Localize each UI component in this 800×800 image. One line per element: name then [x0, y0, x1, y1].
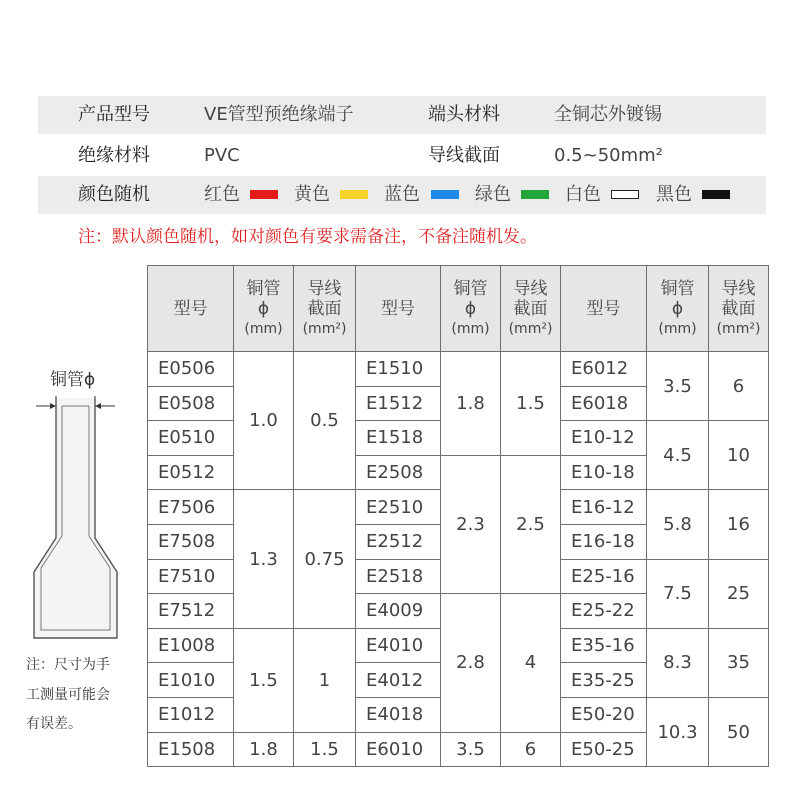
cell-wire-section: 1.5: [294, 732, 356, 767]
color-black-label: 黑色: [656, 184, 692, 205]
cell-model: E10-18: [561, 455, 647, 490]
cell-tube-diameter: 10.3: [647, 697, 709, 766]
cell-model: E7506: [148, 490, 234, 525]
spec-row-colors: [38, 176, 766, 214]
color-white-swatch: [611, 190, 639, 199]
side-note-line-2: 工测量可能会: [26, 687, 110, 703]
cell-tube-diameter: 1.8: [441, 352, 501, 456]
cell-tube-diameter: 3.5: [441, 732, 501, 767]
cell-tube-diameter: 7.5: [647, 559, 709, 628]
header-model: 型号: [356, 266, 441, 352]
spec-row-product: [38, 96, 766, 134]
label-product-model: 产品型号: [78, 104, 150, 125]
spec-row-insulation: [38, 137, 766, 175]
header-tube-diameter: 铜管 ϕ (mm): [647, 266, 709, 352]
color-white-label: 白色: [565, 184, 601, 205]
cell-model: E0506: [148, 352, 234, 387]
header-wire-section: 导线 截面 (mm²): [709, 266, 769, 352]
cell-model: E2512: [356, 524, 441, 559]
cell-wire-section: 1: [294, 628, 356, 732]
color-green-label: 绿色: [475, 184, 511, 205]
color-yellow-label: 黄色: [294, 184, 330, 205]
cell-tube-diameter: 1.5: [234, 628, 294, 732]
header-wire-section: 导线 截面 (mm²): [294, 266, 356, 352]
table-header-row: [148, 266, 769, 352]
cell-tube-diameter: 5.8: [647, 490, 709, 559]
cell-tube-diameter: 1.3: [234, 490, 294, 628]
cell-wire-section: 50: [709, 697, 769, 766]
cell-model: E4010: [356, 628, 441, 663]
cell-model: E1010: [148, 663, 234, 698]
header-wire-section: 导线 截面 (mm²): [501, 266, 561, 352]
cell-tube-diameter: 1.0: [234, 352, 294, 490]
color-note: 注：默认颜色随机，如对颜色有要求需备注，不备注随机发。: [78, 227, 537, 247]
header-model: 型号: [561, 266, 647, 352]
cell-tube-diameter: 3.5: [647, 352, 709, 421]
cell-model: E4012: [356, 663, 441, 698]
cell-model: E1518: [356, 421, 441, 456]
cell-model: E7512: [148, 594, 234, 629]
label-terminal-material: 端头材料: [428, 104, 500, 125]
cell-model: E4009: [356, 594, 441, 629]
cell-tube-diameter: 1.8: [234, 732, 294, 767]
cell-model: E2510: [356, 490, 441, 525]
cell-model: E6018: [561, 386, 647, 421]
label-colors: 颜色随机: [78, 184, 150, 205]
ferrule-drawing-icon: [22, 360, 142, 660]
cell-model: E16-12: [561, 490, 647, 525]
cell-model: E6012: [561, 352, 647, 387]
cell-model: E2508: [356, 455, 441, 490]
cell-tube-diameter: 8.3: [647, 628, 709, 697]
cell-model: E6010: [356, 732, 441, 767]
spec-table: [147, 265, 769, 767]
cell-model: E16-18: [561, 524, 647, 559]
side-note-line-3: 有误差。: [26, 716, 82, 732]
cell-model: E10-12: [561, 421, 647, 456]
diagram-label: 铜管ϕ: [50, 370, 96, 390]
side-note-line-1: 注：尺寸为手: [26, 657, 110, 673]
value-terminal-material: 全铜芯外镀锡: [554, 104, 662, 125]
color-blue-label: 蓝色: [384, 184, 420, 205]
cell-model: E2518: [356, 559, 441, 594]
value-insulation: PVC: [204, 145, 240, 166]
cell-model: E25-16: [561, 559, 647, 594]
color-blue-swatch: [431, 190, 459, 199]
cell-model: E35-25: [561, 663, 647, 698]
header-tube-diameter: 铜管 ϕ (mm): [441, 266, 501, 352]
value-product-model: VE管型预绝缘端子: [204, 104, 354, 125]
color-red-swatch: [250, 190, 278, 199]
table-row: [148, 352, 769, 387]
cell-wire-section: 4: [501, 594, 561, 732]
header-model: 型号: [148, 266, 234, 352]
cell-wire-section: 10: [709, 421, 769, 490]
cell-model: E50-20: [561, 697, 647, 732]
cell-model: E0512: [148, 455, 234, 490]
cell-tube-diameter: 2.3: [441, 455, 501, 593]
color-red-label: 红色: [204, 184, 240, 205]
cell-wire-section: 16: [709, 490, 769, 559]
cell-wire-section: 35: [709, 628, 769, 697]
color-black-swatch: [702, 190, 730, 199]
label-wire-section: 导线截面: [428, 145, 500, 166]
cell-model: E50-25: [561, 732, 647, 767]
cell-wire-section: 6: [709, 352, 769, 421]
terminal-diagram: [22, 360, 142, 660]
color-green-swatch: [521, 190, 549, 199]
cell-model: E1012: [148, 697, 234, 732]
cell-wire-section: 0.75: [294, 490, 356, 628]
cell-wire-section: 6: [501, 732, 561, 767]
cell-model: E1510: [356, 352, 441, 387]
label-insulation: 绝缘材料: [78, 145, 150, 166]
cell-wire-section: 2.5: [501, 455, 561, 593]
cell-model: E1512: [356, 386, 441, 421]
color-yellow-swatch: [340, 190, 368, 199]
cell-tube-diameter: 4.5: [647, 421, 709, 490]
cell-model: E4018: [356, 697, 441, 732]
cell-model: E0508: [148, 386, 234, 421]
cell-model: E7508: [148, 524, 234, 559]
cell-tube-diameter: 2.8: [441, 594, 501, 732]
cell-model: E25-22: [561, 594, 647, 629]
cell-wire-section: 1.5: [501, 352, 561, 456]
cell-wire-section: 25: [709, 559, 769, 628]
value-wire-section: 0.5~50mm²: [554, 145, 663, 166]
cell-model: E1008: [148, 628, 234, 663]
cell-model: E7510: [148, 559, 234, 594]
cell-model: E0510: [148, 421, 234, 456]
cell-model: E35-16: [561, 628, 647, 663]
cell-wire-section: 0.5: [294, 352, 356, 490]
cell-model: E1508: [148, 732, 234, 767]
header-tube-diameter: 铜管 ϕ (mm): [234, 266, 294, 352]
